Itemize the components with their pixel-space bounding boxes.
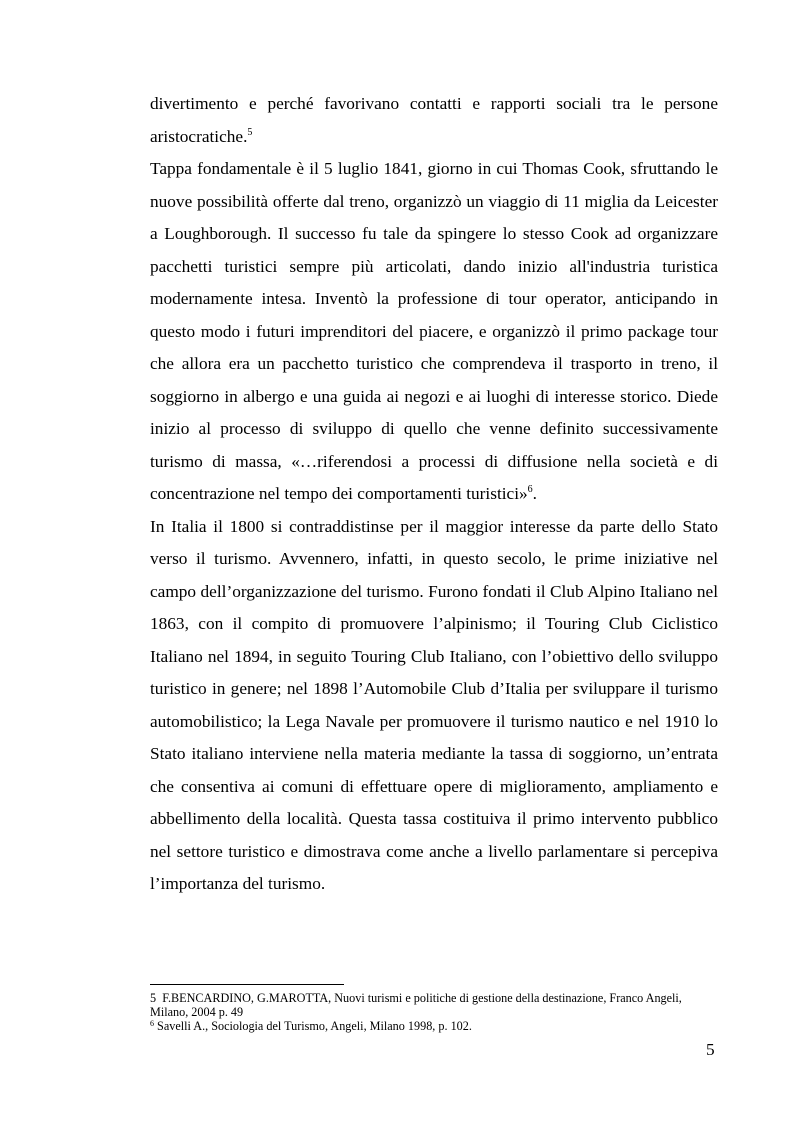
- paragraph-3-text: In Italia il 1800 si contraddistinse per il maggior interesse da parte dello Stato verso il turismo. Avvennero, infatti, in questo secolo, le prime iniziative nel campo dell’organizzazione del turismo. Furono fondati il Club Alpino Italiano nel 1863, con il compito di promuovere l’alpinismo; il Touring Club Ciclistico Italiano nel 1894, in seguito Touring Club Italiano, con l’obiettivo dello sviluppo turistico in genere; nel 1898 l’Automobile Club d’Italia per sviluppare il turismo automobilistico; la Lega Navale per promuovere il turismo nautico e nel 1910 lo Stato italiano interviene nella materia mediante la tassa di soggiorno, un’entrata che consentiva ai comuni di effettuare opere di miglioramento, ampliamento e abbellimento della località. Questa tassa costituiva il primo intervento pubblico nel settore turistico e dimostrava come anche a livello parlamentare si percepiva l’importanza del turismo.: [150, 516, 718, 893]
- paragraph-2: [150, 153, 718, 511]
- footnotes: [150, 991, 718, 1033]
- footnote-5-text: F.BENCARDINO, G.MAROTTA, Nuovi turismi e politiche di gestione della destinazione, Franco Angeli, Milano, 2004 p. 49: [150, 991, 682, 1019]
- footnote-6-text: Savelli A., Sociologia del Turismo, Angeli, Milano 1998, p. 102.: [157, 1019, 472, 1033]
- paragraph-2-end: .: [532, 484, 537, 503]
- paragraph-3: [150, 511, 718, 901]
- paragraph-2-text: Tappa fondamentale è il 5 luglio 1841, giorno in cui Thomas Cook, sfruttando le nuove possibilità offerte dal treno, organizzò un viaggio di 11 miglia da Leicester a Loughborough. Il successo fu tale da spingere lo stesso Cook ad organizzare pacchetti turistici sempre più articolati, dando inizio all'industria turistica modernamente intesa. Inventò la professione di tour operator, anticipando in questo modo i futuri imprenditori del piacere, e organizzò il primo package tour che allora era un pacchetto turistico che comprendeva il trasporto in treno, il soggiorno in albergo e una guida ai negozi e ai luoghi di interesse storico. Diede inizio al processo di sviluppo di quello che venne definito successivamente turismo di massa, «…riferendosi a processi di diffusione nella società e di concentrazione nel tempo dei comportamenti turistici»: [150, 159, 718, 503]
- paragraph-1: [150, 88, 718, 153]
- footnote-5-mark: 5: [150, 991, 157, 1005]
- footnote-6-mark: 6: [150, 1019, 154, 1028]
- footnote-separator: [150, 984, 344, 985]
- paragraph-1-text: divertimento e perché favorivano contatti e rapporti sociali tra le persone aristocratiche.: [150, 94, 718, 146]
- page-number: 5: [706, 1040, 715, 1059]
- footnote-ref-6[interactable]: 6: [527, 484, 533, 495]
- footnote-ref-5[interactable]: 5: [247, 126, 253, 138]
- footnote-5: [150, 991, 718, 1019]
- body-text: [150, 88, 718, 901]
- footnote-6: [150, 1019, 718, 1033]
